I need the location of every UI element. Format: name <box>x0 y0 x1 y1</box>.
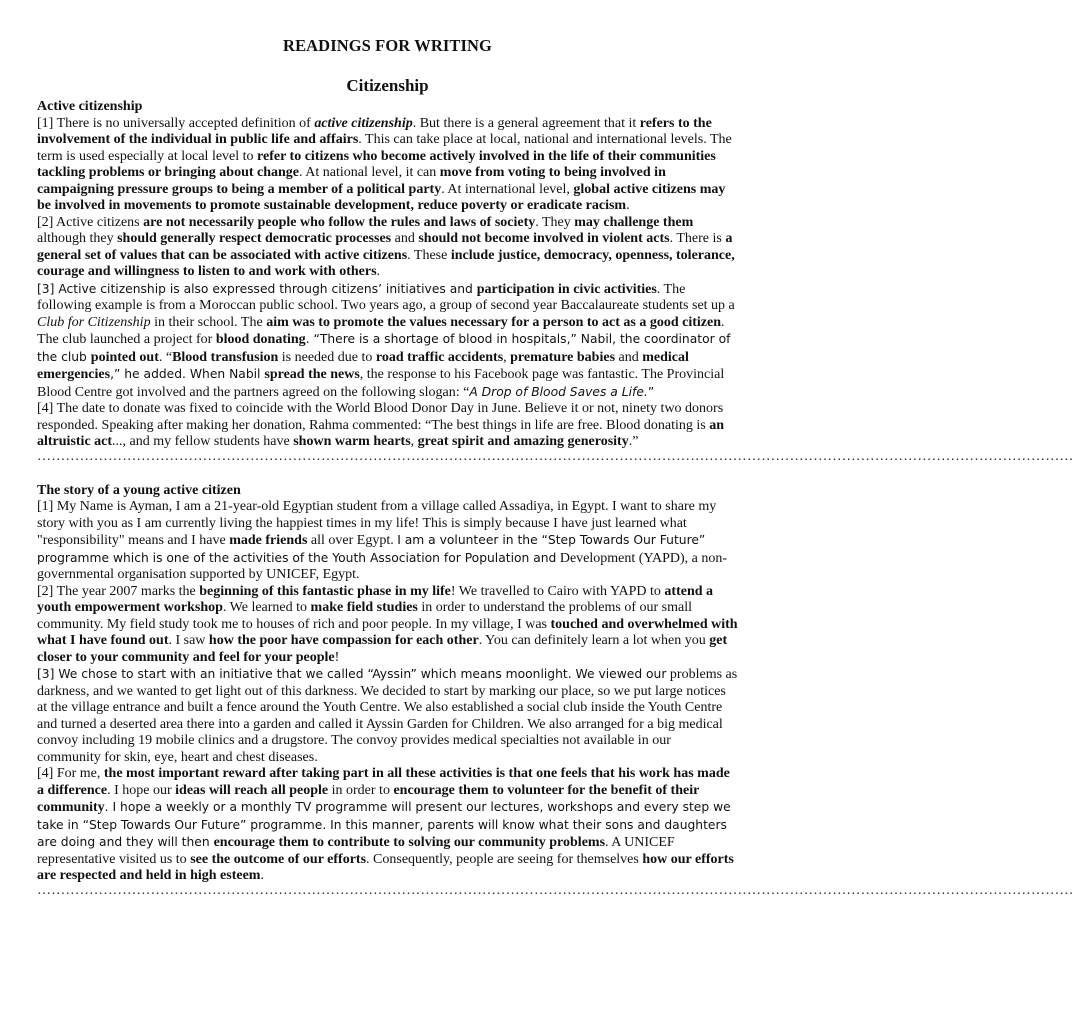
emphasis-text: the most important reward after taking part in all these activities is that one feels that his work has made a difference <box>37 766 730 798</box>
text-run: . Consequently, people are seeing for themselves <box>366 851 643 867</box>
emphasis-text: medical emergencies <box>37 349 689 382</box>
text-run: . I saw <box>168 633 209 648</box>
text-run: . At international level, <box>441 181 574 197</box>
page-title: READINGS FOR WRITING <box>283 36 492 55</box>
paragraph-1 <box>37 116 738 215</box>
text-run: , <box>410 434 418 449</box>
text-run: and <box>391 231 419 246</box>
text-run: [4] For me, <box>37 766 104 781</box>
emphasis-text: move from voting to being involved in campaigning pressure groups to being a member of a political party <box>37 165 666 197</box>
paragraph-2 <box>37 215 738 281</box>
text-run: in order to <box>328 782 394 798</box>
text-run: in order to understand the problems of our small community. My field study took me to houses of rich and poor people. In my village, I was <box>37 600 692 632</box>
emphasis-text: shown warm hearts <box>293 434 411 449</box>
text-run: ..., and my fellow students have <box>112 434 294 449</box>
text-run: problems as darkness, and we wanted to get light out of this darkness. We decided to start by marking our place, so we put large notices at the village entrance and built a fence around the Youth Centre. We also established a social club inside the Youth Centre and turned a deserted area there into a garden and called it Ayssin Garden for Children. We also arranged for a big medical convoy including 19 mobile clinics and a drugstore. The convoy provides medical specialties not available in our community for skin, eye, heart and chest diseases. <box>37 667 738 765</box>
emphasis-text: global active citizens may be involved in movements to promote sustainable development, reduce poverty or eradicate racism <box>37 181 726 213</box>
text-run: Development (YAPD), a non-governmental organisation supported by UNICEF, Egypt. <box>37 550 728 582</box>
section-title: Citizenship <box>346 76 429 95</box>
text-run: and <box>615 349 643 365</box>
emphasis-text: a general set of values that can be associated with active citizens <box>37 231 733 263</box>
text-run: . They <box>535 214 575 230</box>
text-run: in their school. The <box>150 314 267 330</box>
emphasis-text: aim was to promote the values necessary for a person to act as a good citizen <box>266 314 721 330</box>
emphasis-text: should generally respect democratic processes <box>117 231 392 246</box>
text-run: . But there is a general agreement that it <box>412 115 640 131</box>
text-run: . <box>376 264 381 279</box>
emphasis-text: may challenge them <box>574 214 694 230</box>
emphasis-text: an altruistic act <box>37 417 725 449</box>
text-run: . The following example is from a Moroccan public school. Two years ago, a group of second year Baccalaureate students set up a <box>37 281 735 313</box>
emphasis-text: get closer to your community and feel for your people <box>37 633 728 665</box>
text-run: [1] My Name is Ayman, I am a 21-year-old Egyptian student from a village called Assadiya, in Egypt. I want to share my story with you as I am currently living the happiest times in my life! This is simply because I have just learned what "responsibility" means and I have <box>37 499 717 548</box>
text-run: ,” he added. When Nabil <box>110 367 265 381</box>
emphasis-text: ideas will reach all people <box>175 782 329 798</box>
text-run: [2] The year 2007 marks the <box>37 583 200 599</box>
text-run: is needed due to <box>278 349 376 365</box>
text-run: . The club launched a project for <box>37 314 725 347</box>
text-run: . We learned to <box>222 600 311 615</box>
paragraph-4 <box>37 766 738 885</box>
paragraph-3 <box>37 281 738 402</box>
text-run: . There is <box>669 231 726 246</box>
emphasis-text: pointed out <box>90 349 159 365</box>
emphasis-text: are not necessarily people who follow the rules and laws of society <box>143 214 536 230</box>
emphasis-text: how our efforts are respected and held in high esteem <box>37 851 734 883</box>
text-run: .” <box>628 434 639 449</box>
emphasis-text: should not become involved in violent acts <box>418 231 670 246</box>
emphasis-text: made friends <box>229 533 308 548</box>
text-run: . I hope our <box>107 782 176 798</box>
paragraph-4 <box>37 401 738 451</box>
emphasis-text: participation in civic activities <box>476 281 657 297</box>
text-run: [4] The date to donate was fixed to coincide with the World Blood Donor Day in June. Believe it or not, ninety two donors responded. Speaking after making her donation, Rahma commented: “The best things in life are free. Blood donating is <box>37 401 724 433</box>
emphasis-text: how the poor have compassion for each other <box>208 633 479 648</box>
dotted-divider: ………………………………………………………………………………………………………………………………………………………………………………………………… <box>37 448 1074 464</box>
emphasis-text: spread the news <box>264 367 360 382</box>
emphasis-text: attend a youth empowerment workshop <box>37 583 714 615</box>
emphasis-text: Blood transfusion <box>172 349 279 365</box>
paragraph-1 <box>37 499 738 584</box>
text-run: . <box>260 868 264 883</box>
emphasis-text: refers to the involvement of the individual in public life and affairs <box>37 115 712 147</box>
text-run: . You can definitely learn a lot when you <box>478 633 710 648</box>
emphasis-text: road traffic accidents <box>375 349 504 365</box>
text-run: . “ <box>158 349 173 365</box>
emphasis-text: active citizenship <box>314 115 413 131</box>
emphasis-text: see the outcome of our efforts <box>190 851 367 867</box>
emphasis-text: touched and overwhelmed with what I have found out <box>37 616 738 648</box>
text-run: [3] Active citizenship is also expressed through citizens’ initiatives and <box>37 281 477 296</box>
emphasis-text: make field studies <box>310 600 418 615</box>
text-run: . A UNICEF representative visited us to <box>37 835 675 867</box>
text-run: . These <box>407 247 451 263</box>
emphasis-text: refer to citizens who become actively involved in the life of their communities tackling problems or bringing about change <box>37 148 716 180</box>
emphasis-text: great spirit and amazing generosity <box>417 434 629 449</box>
emphasis-text: beginning of this fantastic phase in my life <box>199 583 451 599</box>
text-run: ! We travelled to Cairo with YAPD to <box>450 583 665 599</box>
text-run: [2] Active citizens <box>37 214 144 230</box>
section-heading: Active citizenship <box>37 99 143 114</box>
section-active-citizenship <box>37 99 1074 464</box>
text-run: , <box>503 349 511 365</box>
emphasis-text: blood donating <box>215 332 306 347</box>
text-run: , the response to his Facebook page was fantastic. The Provincial Blood Centre got involved and the partners agreed on the following slogan: “ <box>37 367 725 400</box>
emphasis-text: include justice, democracy, openness, tolerance, courage and willingness to listen to and work with others <box>37 247 735 279</box>
text-run: . I hope a weekly or a monthly TV programme will present our lectures, workshops and every step we take in “Step Towards Our Future” programme. In this manner, parents will know what their sons and daughters are doing and they will then <box>37 800 731 849</box>
text-run: . “There is a shortage of blood in hospitals,” Nabil, the coordinator of the club <box>37 332 731 364</box>
text-run: A Drop of Blood Saves a Life. <box>469 384 648 399</box>
dotted-divider: ………………………………………………………………………………………………………………………………………………………………………………………………… <box>37 882 1074 898</box>
text-run: Club for Citizenship <box>37 314 151 330</box>
emphasis-text: encourage them to contribute to solving our community problems <box>213 835 606 850</box>
text-run: ” <box>647 384 655 399</box>
paragraph-2 <box>37 584 738 667</box>
text-run: ! <box>334 649 340 665</box>
text-run: although they <box>37 231 118 246</box>
text-run: [1] There is no universally accepted definition of <box>37 115 315 131</box>
text-run: I am a volunteer in the “Step Towards Our Future” programme which is one of the activities of the Youth Association for Population and <box>37 533 706 565</box>
section-heading: The story of a young active citizen <box>37 482 241 498</box>
emphasis-text: encourage them to volunteer for the benefit of their community <box>37 782 700 815</box>
emphasis-text: premature babies <box>510 349 616 365</box>
text-run: [3] We chose to start with an initiative that we called “Ayssin” which means moonlight. We viewed our <box>37 667 667 681</box>
section-young-active-citizen <box>37 482 1074 898</box>
text-run: . At national level, it can <box>299 165 440 180</box>
text-run: . <box>626 198 630 213</box>
text-run: all over Egypt. <box>307 533 398 548</box>
paragraph-3 <box>37 666 738 766</box>
text-run: . This can take place at local, national and international levels. The term is used especially at local level to <box>37 132 732 164</box>
